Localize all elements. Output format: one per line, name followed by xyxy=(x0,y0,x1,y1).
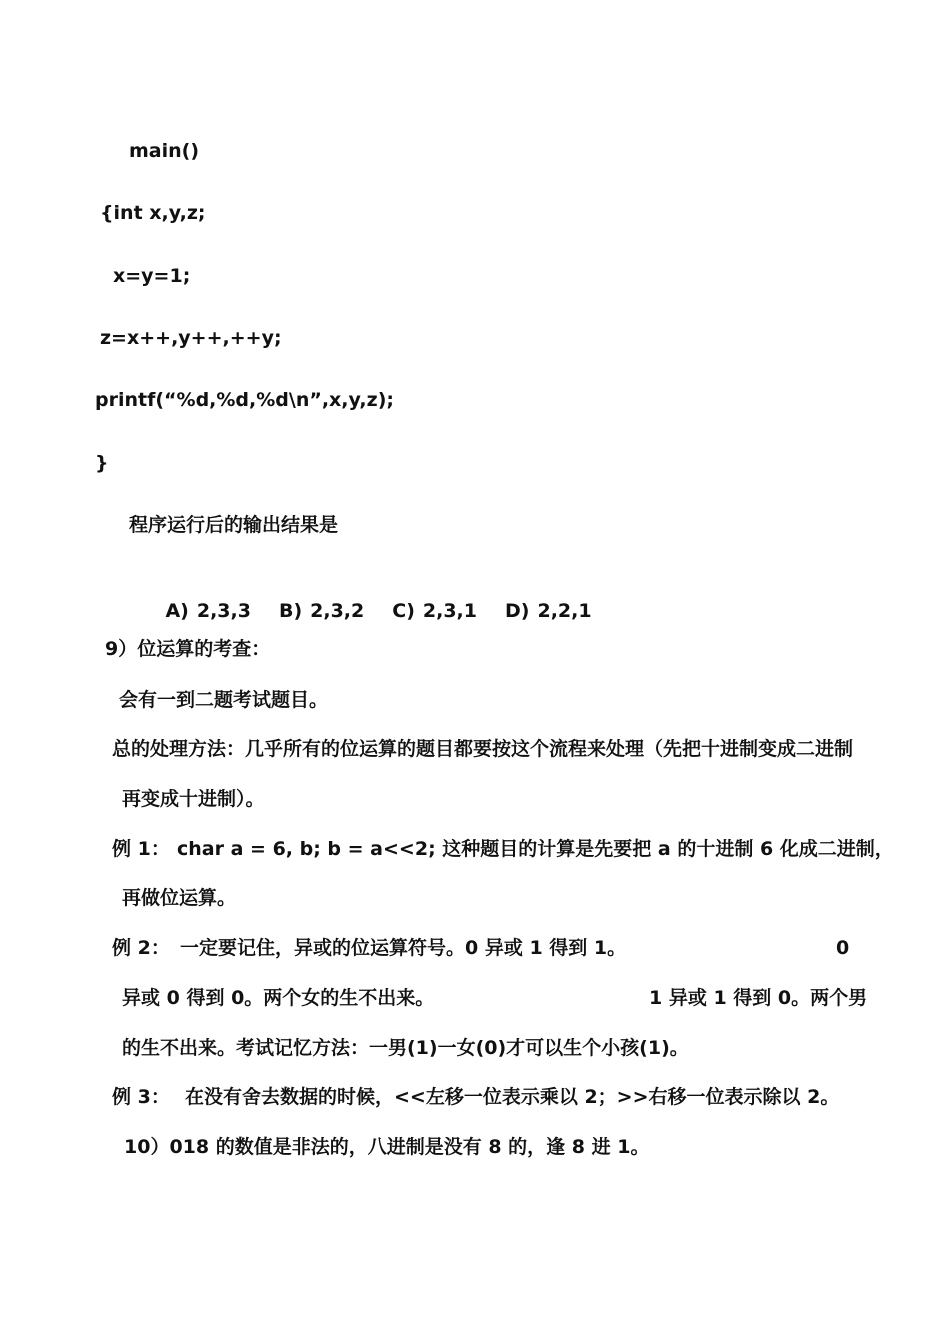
code-line-printf: printf(“%d,%d,%d\n”,x,y,z); xyxy=(95,389,394,411)
example-1-line1: char a = 6, b; b = a<<2; 这种题目的计算是先要把 a 的十进制 6 化成二进制， xyxy=(177,838,894,860)
code-line-comma-expr: z=x++,y++,++y; xyxy=(100,327,282,349)
example-2-label: 例 2： xyxy=(112,937,170,959)
example-2-line1-right: 0 xyxy=(836,937,850,959)
section-9-heading: 9）位运算的考查： xyxy=(105,638,271,660)
code-line-close-brace: } xyxy=(95,452,109,474)
section-9-method-line1: 总的处理方法：几乎所有的位运算的题目都要按这个流程来处理（先把十进制变成二进制 xyxy=(112,738,854,760)
example-1-label: 例 1： xyxy=(112,838,170,860)
example-3-label: 例 3： xyxy=(112,1086,170,1108)
example-3-line1: 在没有舍去数据的时候，<<左移一位表示乘以 2；>>右移一位表示除以 2。 xyxy=(185,1086,840,1108)
code-line-main: main() xyxy=(129,140,200,162)
section-10-text: 10）018 的数值是非法的，八进制是没有 8 的，逢 8 进 1。 xyxy=(124,1136,650,1158)
example-2-line2-right: 1 异或 1 得到 0。两个男 xyxy=(649,987,868,1009)
example-2-line3: 的生不出来。考试记忆方法：一男(1)一女(0)才可以生个小孩(1)。 xyxy=(122,1037,689,1059)
option-c: C) 2,3,1 xyxy=(392,600,477,622)
code-line-decl: {int x,y,z; xyxy=(100,202,206,224)
question-prompt: 程序运行后的输出结果是 xyxy=(129,514,339,536)
example-1-line2: 再做位运算。 xyxy=(122,887,237,909)
option-b: B) 2,3,2 xyxy=(278,600,365,622)
example-2-line2-left: 异或 0 得到 0。两个女的生不出来。 xyxy=(122,987,435,1009)
option-a: A) 2,3,3 xyxy=(165,600,251,622)
option-d: D) 2,2,1 xyxy=(505,600,592,622)
section-9-method-line2: 再变成十进制）。 xyxy=(122,788,265,810)
section-9-intro: 会有一到二题考试题目。 xyxy=(119,689,329,711)
code-line-assign: x=y=1; xyxy=(113,265,191,287)
example-2-line1: 一定要记住，异或的位运算符号。0 异或 1 得到 1。 xyxy=(180,937,627,959)
